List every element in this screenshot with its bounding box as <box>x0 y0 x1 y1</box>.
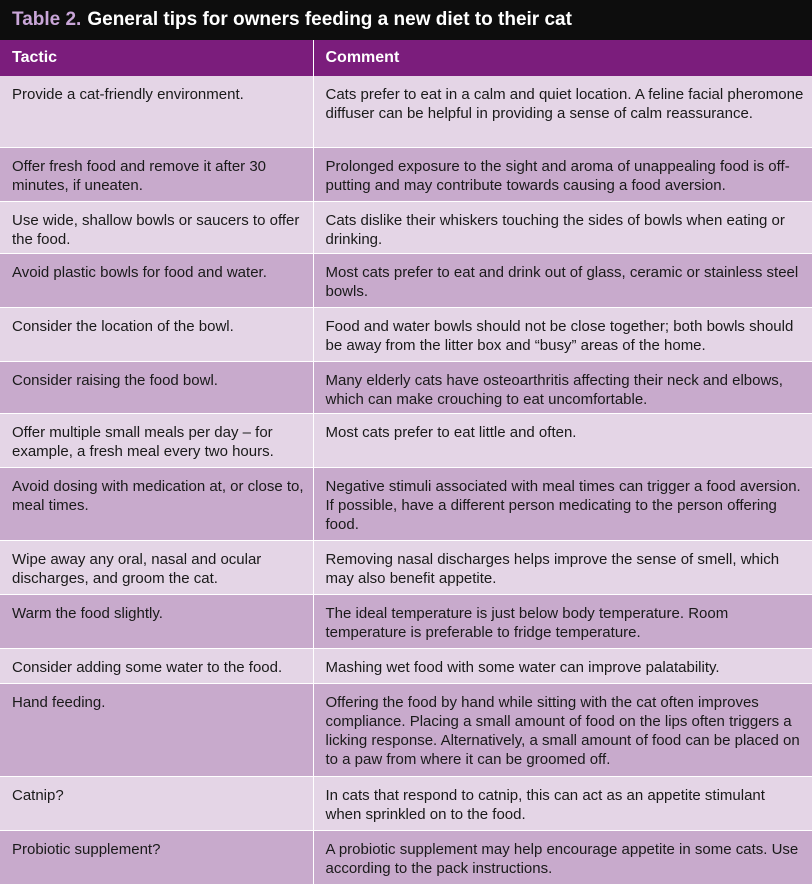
table-row <box>0 776 812 830</box>
comment-cell: Mashing wet food with some water can improve palatability. <box>313 648 812 683</box>
comment-cell: Most cats prefer to eat little and often. <box>313 413 812 467</box>
tactic-cell: Probiotic supplement? <box>0 830 313 884</box>
tactic-cell: Offer multiple small meals per day – for example, a fresh meal every two hours. <box>0 413 313 467</box>
table-row <box>0 76 812 147</box>
header-row <box>0 40 812 76</box>
table-row <box>0 413 812 467</box>
table-row <box>0 683 812 776</box>
table-row <box>0 253 812 307</box>
table-row <box>0 361 812 413</box>
table-body <box>0 76 812 884</box>
tactic-cell: Provide a cat-friendly environment. <box>0 76 313 147</box>
tactic-cell: Avoid plastic bowls for food and water. <box>0 253 313 307</box>
table-row <box>0 467 812 540</box>
tactic-cell: Consider raising the food bowl. <box>0 361 313 413</box>
tactic-cell: Warm the food slightly. <box>0 594 313 648</box>
table-row <box>0 147 812 201</box>
tactic-cell: Consider adding some water to the food. <box>0 648 313 683</box>
comment-cell: Cats dislike their whiskers touching the sides of bowls when eating or drinking. <box>313 201 812 253</box>
comment-cell: Many elderly cats have osteoarthritis affecting their neck and elbows, which can make crouching to eat uncomfortable. <box>313 361 812 413</box>
table-row <box>0 594 812 648</box>
table-row <box>0 307 812 361</box>
tactic-cell: Consider the location of the bowl. <box>0 307 313 361</box>
comment-cell: Negative stimuli associated with meal times can trigger a food aversion. If possible, have a different person medicating to the person offering food. <box>313 467 812 540</box>
tactic-cell: Offer fresh food and remove it after 30 minutes, if uneaten. <box>0 147 313 201</box>
comment-cell: Cats prefer to eat in a calm and quiet location. A feline facial pheromone diffuser can be helpful in providing a sense of calm reassurance. <box>313 76 812 147</box>
comment-cell: Prolonged exposure to the sight and aroma of unappealing food is off-putting and may contribute towards causing a food aversion. <box>313 147 812 201</box>
tactic-cell: Catnip? <box>0 776 313 830</box>
table-row <box>0 648 812 683</box>
table-title-text: General tips for owners feeding a new diet to their cat <box>87 9 572 30</box>
tips-table <box>0 40 812 885</box>
comment-cell: Food and water bowls should not be close together; both bowls should be away from the litter box and “busy” areas of the home. <box>313 307 812 361</box>
tactic-cell: Wipe away any oral, nasal and ocular discharges, and groom the cat. <box>0 540 313 594</box>
tactic-cell: Use wide, shallow bowls or saucers to offer the food. <box>0 201 313 253</box>
comment-cell: Offering the food by hand while sitting with the cat often improves compliance. Placing a small amount of food on the lips often triggers a licking response. Alternatively, a small amount of food can be placed on to a paw from where it can be groomed off. <box>313 683 812 776</box>
table-row <box>0 830 812 884</box>
comment-cell: In cats that respond to catnip, this can act as an appetite stimulant when sprinkled on to the food. <box>313 776 812 830</box>
table-row <box>0 201 812 253</box>
comment-cell: The ideal temperature is just below body temperature. Room temperature is preferable to fridge temperature. <box>313 594 812 648</box>
comment-cell: Removing nasal discharges helps improve the sense of smell, which may also benefit appetite. <box>313 540 812 594</box>
table-row <box>0 540 812 594</box>
comment-cell: Most cats prefer to eat and drink out of glass, ceramic or stainless steel bowls. <box>313 253 812 307</box>
table-number: Table 2. <box>12 9 82 30</box>
tactic-cell: Avoid dosing with medication at, or close to, meal times. <box>0 467 313 540</box>
tactic-cell: Hand feeding. <box>0 683 313 776</box>
header-comment: Comment <box>313 40 812 76</box>
comment-cell: A probiotic supplement may help encourage appetite in some cats. Use according to the pack instructions. <box>313 830 812 884</box>
table-title <box>0 0 812 40</box>
header-tactic: Tactic <box>0 40 313 76</box>
